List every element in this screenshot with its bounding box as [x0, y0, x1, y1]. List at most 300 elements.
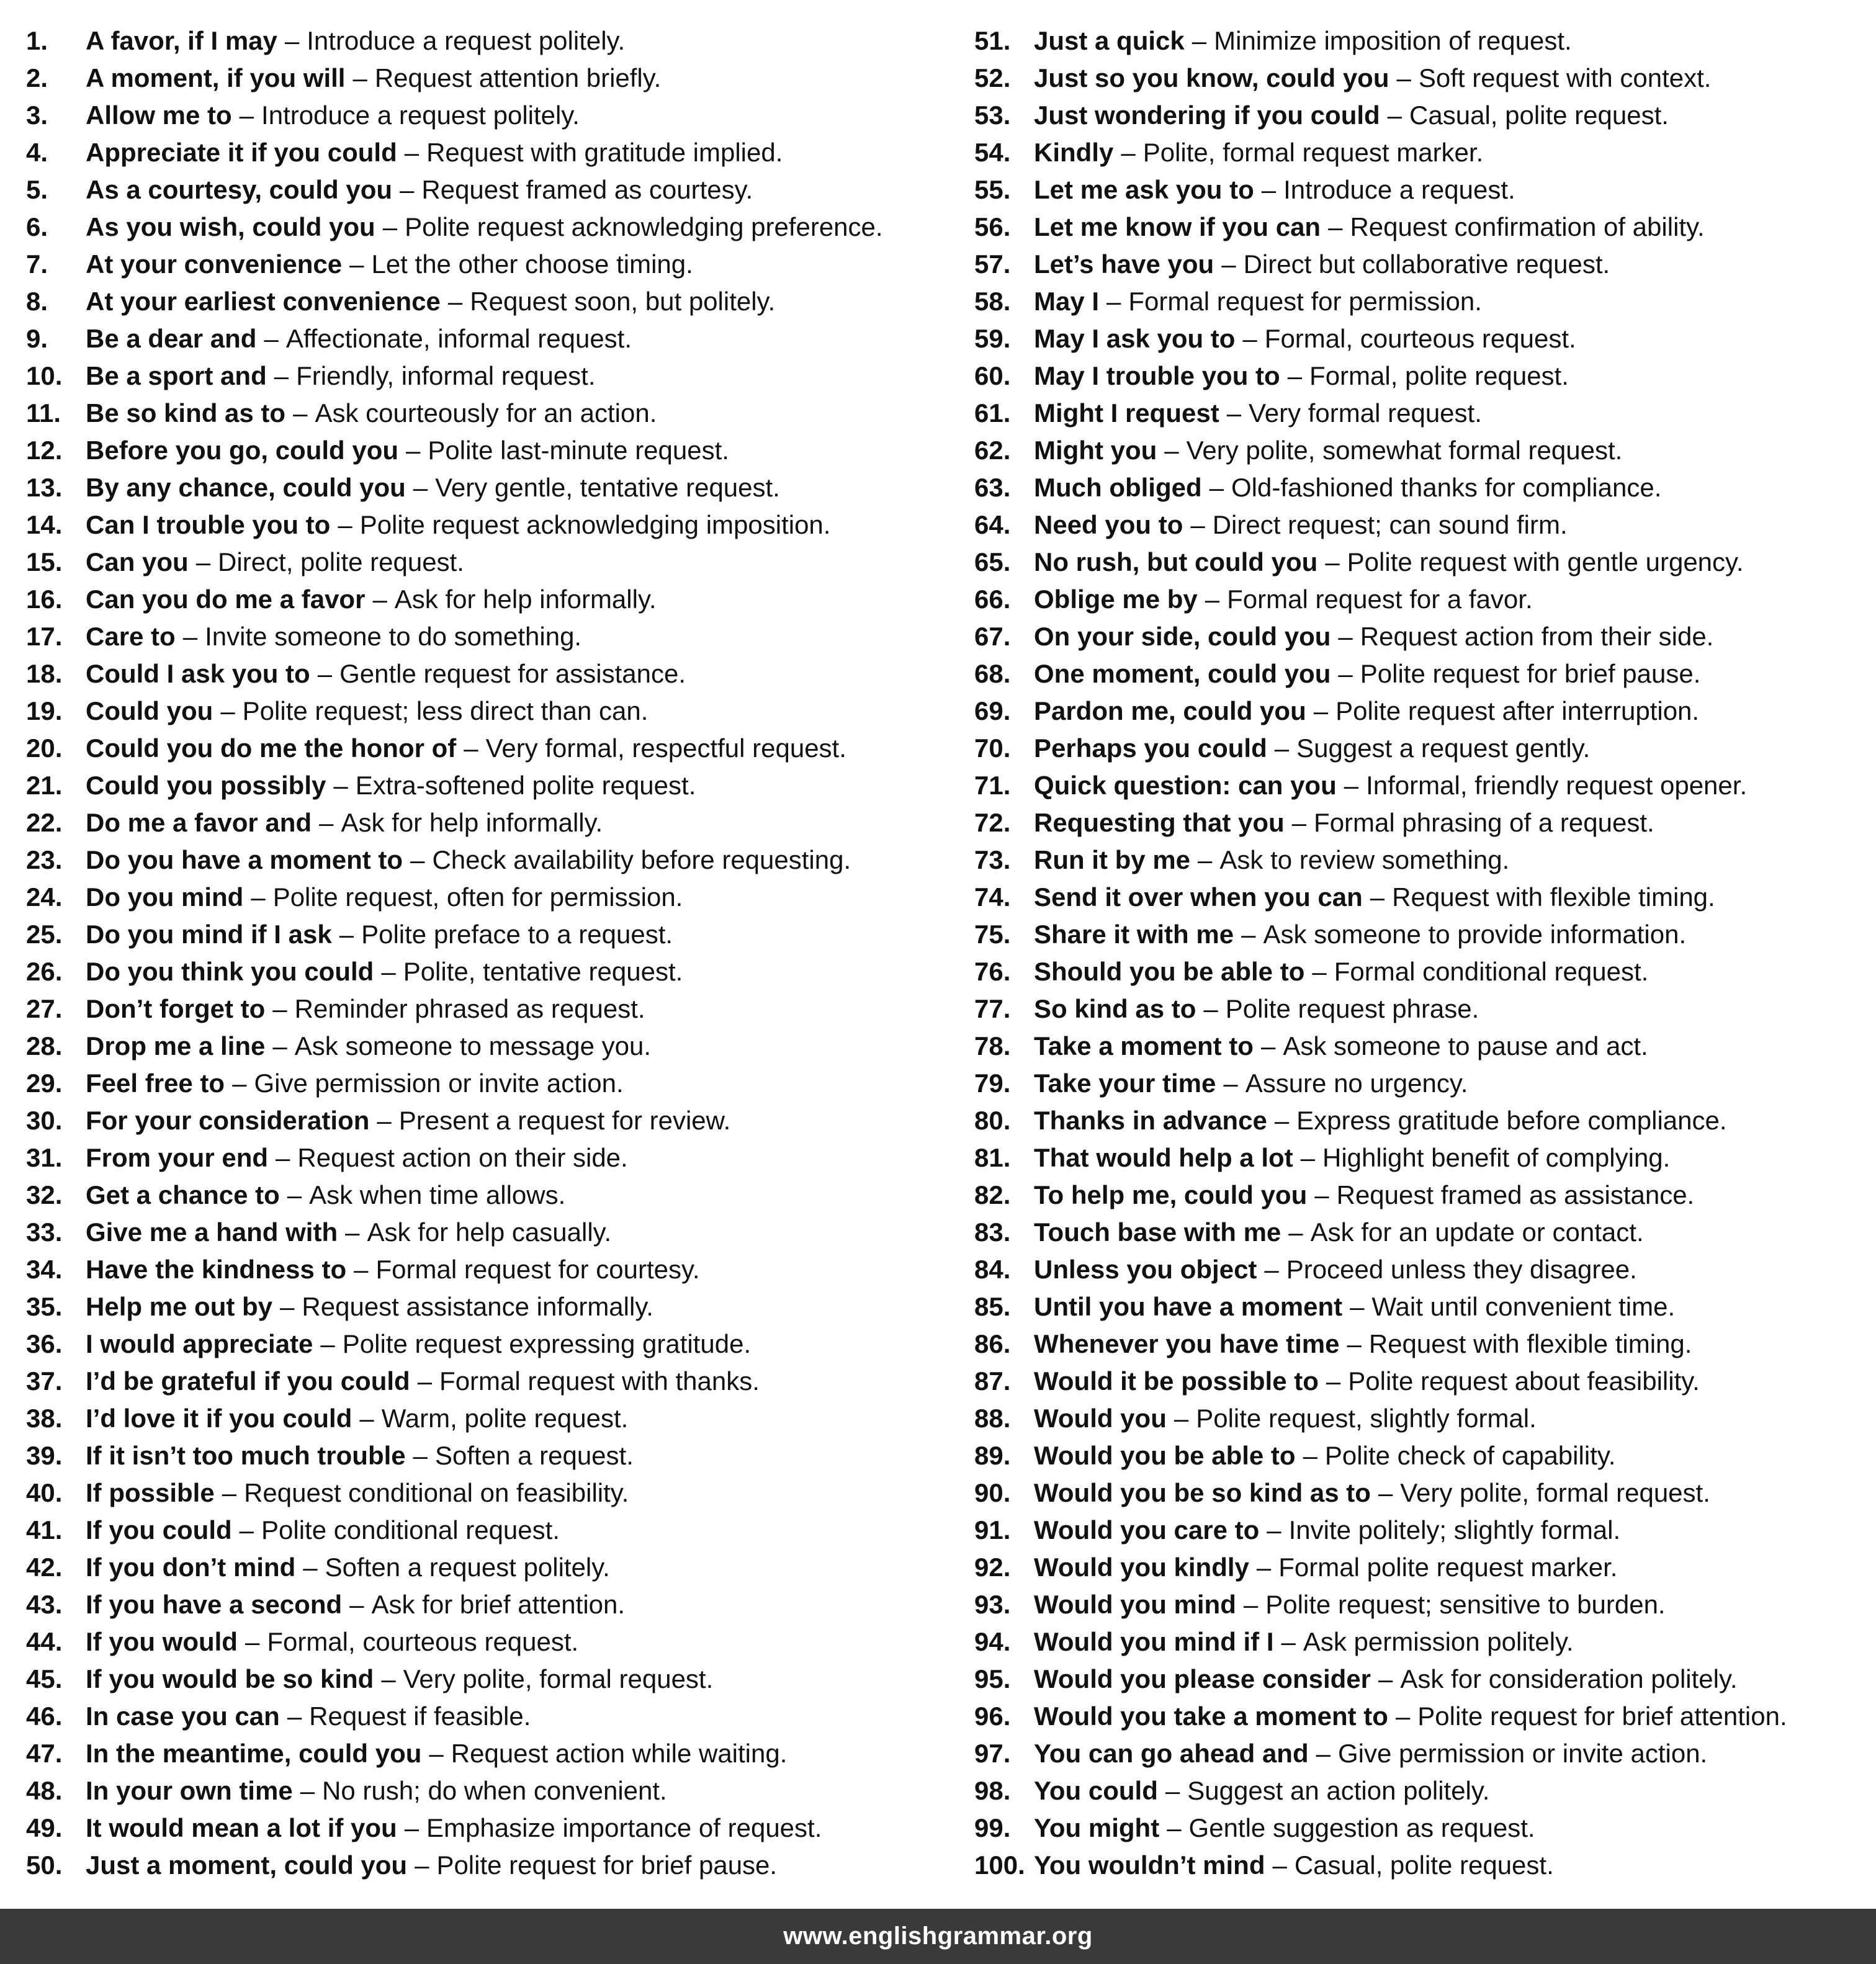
- item-number: 32.: [26, 1180, 63, 1209]
- item-definition: Very polite, formal request.: [403, 1664, 714, 1693]
- item-separator: –: [1209, 473, 1224, 502]
- item-number: 57.: [974, 249, 1011, 279]
- item-phrase: Help me out by: [86, 1292, 273, 1321]
- item-separator: –: [1300, 1143, 1316, 1172]
- item-phrase: Can you: [86, 547, 189, 576]
- item-number: 71.: [974, 771, 1011, 800]
- item-separator: –: [1350, 1292, 1365, 1321]
- item-phrase: Could I ask you to: [86, 659, 310, 688]
- item-definition: Polite request after interruption.: [1335, 696, 1700, 725]
- list-item: [26, 1065, 951, 1102]
- item-definition: Ask for an update or contact.: [1310, 1217, 1644, 1247]
- item-definition: Ask someone to provide information.: [1263, 920, 1687, 949]
- item-phrase: No rush, but could you: [1034, 547, 1318, 576]
- item-definition: Very formal, respectful request.: [485, 733, 846, 763]
- item-definition: Ask for help informally.: [394, 585, 657, 614]
- item-separator: –: [1164, 436, 1179, 465]
- item-number: 37.: [26, 1366, 63, 1396]
- item-separator: –: [1387, 101, 1403, 130]
- item-separator: –: [1370, 882, 1385, 912]
- item-separator: –: [182, 622, 198, 651]
- item-phrase: You might: [1034, 1813, 1160, 1842]
- item-definition: Polite request acknowledging imposition.: [359, 510, 831, 539]
- list-item: [26, 618, 951, 655]
- item-phrase: Would you care to: [1034, 1515, 1260, 1545]
- item-phrase: I’d be grateful if you could: [86, 1366, 410, 1396]
- item-phrase: Do you mind: [86, 882, 244, 912]
- list-item: [26, 395, 951, 432]
- list-item: [974, 879, 1868, 916]
- item-phrase: Just so you know, could you: [1034, 63, 1389, 92]
- item-separator: –: [1326, 1366, 1341, 1396]
- list-item: [26, 97, 951, 134]
- item-number: 69.: [974, 696, 1011, 725]
- list-item: [26, 1586, 951, 1623]
- item-separator: –: [276, 1143, 290, 1172]
- item-phrase: Need you to: [1034, 510, 1183, 539]
- item-phrase: Just a quick: [1034, 26, 1185, 55]
- item-phrase: Just wondering if you could: [1034, 101, 1380, 130]
- item-number: 97.: [974, 1739, 1011, 1768]
- item-number: 70.: [974, 733, 1011, 763]
- item-number: 41.: [26, 1515, 63, 1545]
- item-separator: –: [1396, 63, 1411, 92]
- list-item: [974, 469, 1868, 506]
- item-separator: –: [1256, 1553, 1272, 1582]
- item-definition: Request with flexible timing.: [1368, 1329, 1692, 1358]
- item-separator: –: [1242, 324, 1257, 353]
- item-separator: –: [195, 547, 211, 576]
- item-definition: Affectionate, informal request.: [285, 324, 632, 353]
- item-number: 74.: [974, 882, 1011, 912]
- list-item: [26, 730, 951, 767]
- item-phrase: In case you can: [86, 1702, 280, 1731]
- item-phrase: That would help a lot: [1034, 1143, 1293, 1172]
- list-item: [26, 1288, 951, 1325]
- item-separator: –: [382, 212, 398, 241]
- list-item: [974, 916, 1868, 953]
- item-number: 80.: [974, 1106, 1011, 1135]
- item-separator: –: [1395, 1702, 1411, 1731]
- item-definition: Request attention briefly.: [374, 63, 662, 92]
- item-separator: –: [381, 1664, 396, 1693]
- item-definition: Polite request for brief attention.: [1417, 1702, 1787, 1731]
- item-phrase: Pardon me, could you: [1034, 696, 1306, 725]
- list-item: [974, 1847, 1868, 1884]
- item-number: 72.: [974, 808, 1011, 837]
- list-item: [974, 1325, 1868, 1363]
- item-definition: Very polite, somewhat formal request.: [1186, 436, 1623, 465]
- item-number: 14.: [26, 510, 63, 539]
- item-number: 4.: [26, 138, 48, 167]
- list-item: [974, 1586, 1868, 1623]
- item-separator: –: [1287, 361, 1303, 390]
- item-phrase: Don’t forget to: [86, 994, 266, 1023]
- item-separator: –: [272, 994, 287, 1023]
- item-number: 38.: [26, 1404, 63, 1433]
- item-separator: –: [293, 398, 308, 428]
- item-phrase: As a courtesy, could you: [86, 175, 393, 204]
- item-definition: Polite request, slightly formal.: [1196, 1404, 1537, 1433]
- item-definition: Gentle request for assistance.: [339, 659, 686, 688]
- list-item: [974, 804, 1868, 841]
- item-phrase: Give me a hand with: [86, 1217, 338, 1247]
- list-item: [974, 395, 1868, 432]
- item-definition: Invite someone to do something.: [205, 622, 582, 651]
- item-separator: –: [447, 287, 463, 316]
- item-number: 83.: [974, 1217, 1011, 1247]
- item-phrase: Do you have a moment to: [86, 845, 403, 874]
- item-phrase: If you would be so kind: [86, 1664, 374, 1693]
- list-item: [974, 1437, 1868, 1474]
- list-item: [974, 655, 1868, 693]
- item-phrase: Run it by me: [1034, 845, 1191, 874]
- item-separator: –: [1203, 994, 1218, 1023]
- item-separator: –: [222, 1478, 237, 1507]
- item-phrase: Feel free to: [86, 1069, 225, 1098]
- list-item: [974, 171, 1868, 209]
- list-item: [26, 22, 951, 60]
- item-definition: Request if feasible.: [309, 1702, 531, 1731]
- item-separator: –: [400, 175, 415, 204]
- item-phrase: Would you take a moment to: [1034, 1702, 1388, 1731]
- item-definition: Polite request; less direct than can.: [242, 696, 649, 725]
- list-item: [974, 1772, 1868, 1809]
- list-item: [26, 171, 951, 209]
- list-item: [974, 320, 1868, 357]
- item-number: 9.: [26, 324, 48, 353]
- item-number: 16.: [26, 585, 63, 614]
- item-number: 7.: [26, 249, 48, 279]
- item-number: 78.: [974, 1031, 1011, 1060]
- item-phrase: To help me, could you: [1034, 1180, 1308, 1209]
- item-separator: –: [345, 1217, 360, 1247]
- item-separator: –: [381, 957, 396, 986]
- item-definition: Polite request expressing gratitude.: [342, 1329, 752, 1358]
- item-phrase: Unless you object: [1034, 1255, 1257, 1284]
- item-number: 53.: [974, 101, 1011, 130]
- list-item: [974, 544, 1868, 581]
- list-item: [26, 544, 951, 581]
- list-item: [974, 1809, 1868, 1847]
- item-separator: –: [1165, 1776, 1180, 1805]
- item-phrase: Would you please consider: [1034, 1664, 1371, 1693]
- item-number: 81.: [974, 1143, 1011, 1172]
- item-phrase: Perhaps you could: [1034, 733, 1267, 763]
- item-number: 90.: [974, 1478, 1011, 1507]
- list-item: [974, 1288, 1868, 1325]
- item-separator: –: [274, 361, 289, 390]
- left-column: [26, 22, 951, 1884]
- item-phrase: You can go ahead and: [1034, 1739, 1309, 1768]
- item-definition: Request assistance informally.: [302, 1292, 653, 1321]
- item-phrase: Drop me a line: [86, 1031, 266, 1060]
- item-definition: Casual, polite request.: [1409, 101, 1669, 130]
- item-definition: Introduce a request.: [1283, 175, 1515, 204]
- item-separator: –: [272, 1031, 287, 1060]
- item-definition: Ask for help casually.: [367, 1217, 612, 1247]
- item-separator: –: [1312, 957, 1327, 986]
- item-number: 86.: [974, 1329, 1011, 1358]
- list-item: [26, 469, 951, 506]
- list-item: [26, 879, 951, 916]
- item-separator: –: [1226, 398, 1242, 428]
- item-definition: Very formal request.: [1249, 398, 1482, 428]
- item-number: 88.: [974, 1404, 1011, 1433]
- list-item: [26, 693, 951, 730]
- item-number: 13.: [26, 473, 63, 502]
- item-number: 61.: [974, 398, 1011, 428]
- item-number: 6.: [26, 212, 48, 241]
- item-number: 49.: [26, 1813, 63, 1842]
- item-definition: Ask for brief attention.: [371, 1590, 626, 1619]
- item-separator: –: [404, 1813, 420, 1842]
- item-separator: –: [352, 63, 367, 92]
- item-definition: Direct request; can sound firm.: [1212, 510, 1568, 539]
- item-number: 52.: [974, 63, 1011, 92]
- item-separator: –: [1378, 1664, 1393, 1693]
- list-item: [26, 1698, 951, 1735]
- item-separator: –: [349, 1590, 364, 1619]
- item-definition: Minimize imposition of request.: [1214, 26, 1572, 55]
- item-definition: Emphasize importance of request.: [426, 1813, 822, 1842]
- item-definition: Formal request with thanks.: [439, 1366, 760, 1396]
- list-item: [974, 22, 1868, 60]
- item-number: 42.: [26, 1553, 63, 1582]
- item-phrase: If it isn’t too much trouble: [86, 1441, 406, 1470]
- item-separator: –: [264, 324, 279, 353]
- item-phrase: If you would: [86, 1627, 238, 1656]
- item-definition: Casual, polite request.: [1294, 1850, 1554, 1880]
- item-number: 12.: [26, 436, 63, 465]
- list-item: [26, 916, 951, 953]
- item-number: 98.: [974, 1776, 1011, 1805]
- item-definition: Let the other choose timing.: [371, 249, 693, 279]
- item-separator: –: [410, 845, 425, 874]
- item-number: 18.: [26, 659, 63, 688]
- item-separator: –: [1291, 808, 1307, 837]
- item-phrase: I’d love it if you could: [86, 1404, 352, 1433]
- item-separator: –: [1221, 249, 1236, 279]
- item-phrase: Care to: [86, 622, 176, 651]
- item-definition: Formal conditional request.: [1334, 957, 1649, 986]
- item-number: 65.: [974, 547, 1011, 576]
- item-definition: Suggest an action politely.: [1187, 1776, 1490, 1805]
- item-phrase: Be a sport and: [86, 361, 267, 390]
- list-item: [974, 209, 1868, 246]
- item-number: 87.: [974, 1366, 1011, 1396]
- item-phrase: For your consideration: [86, 1106, 370, 1135]
- list-item: [974, 134, 1868, 171]
- item-definition: Ask someone to message you.: [294, 1031, 652, 1060]
- item-definition: Polite request, often for permission.: [272, 882, 683, 912]
- item-number: 77.: [974, 994, 1011, 1023]
- item-number: 94.: [974, 1627, 1011, 1656]
- item-phrase: I would appreciate: [86, 1329, 313, 1358]
- list-item: [974, 1363, 1868, 1400]
- item-definition: Formal, polite request.: [1309, 361, 1569, 390]
- item-separator: –: [1260, 1031, 1276, 1060]
- item-number: 30.: [26, 1106, 63, 1135]
- item-number: 23.: [26, 845, 63, 874]
- item-separator: –: [303, 1553, 318, 1582]
- list-item: [26, 1102, 951, 1139]
- item-separator: –: [1264, 1255, 1279, 1284]
- item-separator: –: [354, 1255, 369, 1284]
- item-definition: Request conditional on feasibility.: [244, 1478, 629, 1507]
- item-phrase: Let me know if you can: [1034, 212, 1321, 241]
- item-number: 20.: [26, 733, 63, 763]
- item-number: 75.: [974, 920, 1011, 949]
- item-separator: –: [1316, 1739, 1331, 1768]
- item-definition: Reminder phrased as request.: [294, 994, 645, 1023]
- item-definition: No rush; do when convenient.: [322, 1776, 667, 1805]
- item-definition: Formal, courteous request.: [1264, 324, 1576, 353]
- item-definition: Polite, formal request marker.: [1142, 138, 1484, 167]
- list-item: [26, 432, 951, 469]
- item-definition: Polite request for brief pause.: [436, 1850, 778, 1880]
- item-phrase: Thanks in advance: [1034, 1106, 1267, 1135]
- item-phrase: Let me ask you to: [1034, 175, 1254, 204]
- list-item: [26, 1028, 951, 1065]
- item-separator: –: [1205, 585, 1220, 614]
- list-item: [26, 1549, 951, 1586]
- list-item: [974, 1139, 1868, 1177]
- list-item: [26, 1214, 951, 1251]
- item-phrase: It would mean a lot if you: [86, 1813, 397, 1842]
- item-number: 44.: [26, 1627, 63, 1656]
- item-phrase: As you wish, could you: [86, 212, 375, 241]
- item-number: 17.: [26, 622, 63, 651]
- item-definition: Polite request with gentle urgency.: [1347, 547, 1744, 576]
- list-item: [26, 1809, 951, 1847]
- item-number: 51.: [974, 26, 1011, 55]
- item-number: 35.: [26, 1292, 63, 1321]
- phrase-list: [0, 22, 1876, 1884]
- item-definition: Gentle suggestion as request.: [1188, 1813, 1535, 1842]
- item-separator: –: [1328, 212, 1343, 241]
- list-item: [26, 1735, 951, 1772]
- item-number: 47.: [26, 1739, 63, 1768]
- item-separator: –: [1344, 771, 1359, 800]
- item-phrase: Would you mind: [1034, 1590, 1236, 1619]
- list-item: [26, 1400, 951, 1437]
- list-item: [26, 953, 951, 990]
- item-definition: Very gentle, tentative request.: [435, 473, 780, 502]
- item-separator: –: [1281, 1627, 1296, 1656]
- list-item: [974, 953, 1868, 990]
- item-number: 63.: [974, 473, 1011, 502]
- list-item: [26, 1363, 951, 1400]
- item-number: 3.: [26, 101, 48, 130]
- list-item: [974, 1512, 1868, 1549]
- item-number: 76.: [974, 957, 1011, 986]
- item-number: 79.: [974, 1069, 1011, 1098]
- item-phrase: Get a chance to: [86, 1180, 280, 1209]
- item-phrase: Appreciate it if you could: [86, 138, 397, 167]
- list-item: [974, 283, 1868, 320]
- list-item: [974, 1698, 1868, 1735]
- item-separator: –: [372, 585, 387, 614]
- list-item: [974, 1549, 1868, 1586]
- item-phrase: Whenever you have time: [1034, 1329, 1340, 1358]
- item-separator: –: [245, 1627, 260, 1656]
- item-number: 33.: [26, 1217, 63, 1247]
- item-number: 99.: [974, 1813, 1011, 1842]
- item-separator: –: [280, 1292, 295, 1321]
- item-definition: Extra-softened polite request.: [355, 771, 696, 800]
- list-item: [26, 209, 951, 246]
- list-item: [974, 693, 1868, 730]
- item-number: 36.: [26, 1329, 63, 1358]
- item-definition: Ask permission politely.: [1303, 1627, 1574, 1656]
- item-number: 89.: [974, 1441, 1011, 1470]
- item-definition: Introduce a request politely.: [307, 26, 626, 55]
- item-separator: –: [317, 659, 333, 688]
- list-item: [26, 1847, 951, 1884]
- item-phrase: On your side, could you: [1034, 622, 1331, 651]
- item-separator: –: [232, 1069, 247, 1098]
- footer-bar: [0, 1909, 1876, 1964]
- item-phrase: Should you be able to: [1034, 957, 1305, 986]
- item-number: 73.: [974, 845, 1011, 874]
- item-separator: –: [1338, 659, 1353, 688]
- item-definition: Request action on their side.: [297, 1143, 628, 1172]
- item-separator: –: [1272, 1850, 1287, 1880]
- list-item: [26, 1661, 951, 1698]
- item-definition: Wait until convenient time.: [1371, 1292, 1676, 1321]
- item-separator: –: [220, 696, 235, 725]
- item-phrase: Can you do me a favor: [86, 585, 366, 614]
- item-phrase: Let’s have you: [1034, 249, 1214, 279]
- item-separator: –: [1303, 1441, 1317, 1470]
- item-separator: –: [300, 1776, 315, 1805]
- item-definition: Formal request for permission.: [1128, 287, 1482, 316]
- item-separator: –: [320, 1329, 335, 1358]
- item-separator: –: [338, 510, 352, 539]
- item-number: 10.: [26, 361, 63, 390]
- list-item: [26, 990, 951, 1028]
- item-phrase: Could you: [86, 696, 213, 725]
- item-separator: –: [1313, 696, 1329, 725]
- list-item: [26, 767, 951, 804]
- item-number: 50.: [26, 1850, 63, 1880]
- item-definition: Warm, polite request.: [381, 1404, 629, 1433]
- list-item: [974, 432, 1868, 469]
- list-item: [974, 506, 1868, 544]
- item-phrase: Share it with me: [1034, 920, 1234, 949]
- item-definition: Ask when time allows.: [309, 1180, 566, 1209]
- item-phrase: So kind as to: [1034, 994, 1196, 1023]
- item-number: 55.: [974, 175, 1011, 204]
- item-phrase: Would you mind if I: [1034, 1627, 1274, 1656]
- item-definition: Present a request for review.: [398, 1106, 731, 1135]
- item-phrase: Might I request: [1034, 398, 1219, 428]
- item-phrase: Oblige me by: [1034, 585, 1198, 614]
- list-item: [974, 1177, 1868, 1214]
- item-definition: Old-fashioned thanks for compliance.: [1231, 473, 1662, 502]
- item-number: 68.: [974, 659, 1011, 688]
- item-number: 66.: [974, 585, 1011, 614]
- item-number: 60.: [974, 361, 1011, 390]
- item-number: 19.: [26, 696, 63, 725]
- item-number: 40.: [26, 1478, 63, 1507]
- item-separator: –: [251, 882, 266, 912]
- item-definition: Invite politely; slightly formal.: [1288, 1515, 1621, 1545]
- website-url[interactable]: www.englishgrammar.org: [783, 1922, 1093, 1950]
- item-definition: Request action from their side.: [1360, 622, 1714, 651]
- item-definition: Request with gratitude implied.: [426, 138, 783, 167]
